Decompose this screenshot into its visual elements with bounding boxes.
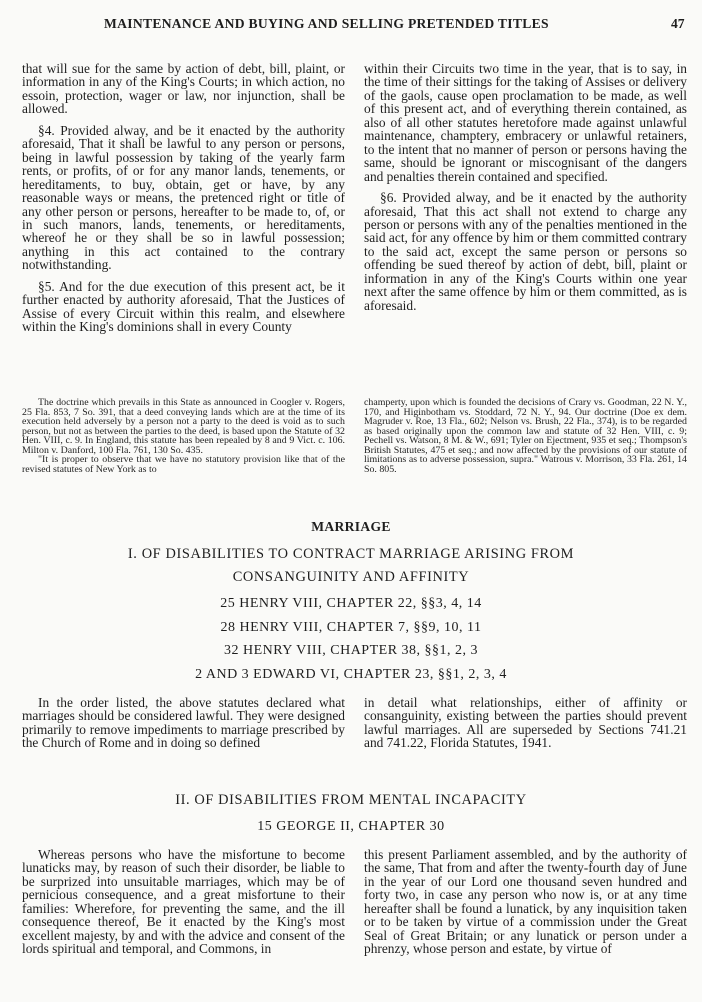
- footnote-left: [22, 398, 345, 474]
- footnote-paragraph: "It is proper to observe that we have no statutory provision like that of the revised statutes of New York as to: [22, 454, 345, 475]
- paragraph: that will sue for the same by action of debt, bill, plaint, or information in any of the King's Courts; in which action, no essoin, protection, wager or law, nor injunction, shall be allowed.: [22, 61, 345, 117]
- section-title-marriage: MARRIAGE: [311, 519, 391, 534]
- part1-heading-line2: CONSANGUINITY AND AFFINITY: [232, 569, 470, 585]
- paragraph: In the order listed, the above statutes declared what marriages should be considered lawful. They were designed primarily to remove impediments to marriage prescribed by the Church of Rome and in doing so defined: [22, 695, 345, 751]
- running-title: MAINTENANCE AND BUYING AND SELLING PRETENDED TITLES: [104, 16, 549, 31]
- statute-citation: 32 HENRY VIII, CHAPTER 38, §§1, 2, 3: [223, 643, 479, 658]
- top-column-right: [364, 62, 687, 312]
- footnote-right: [364, 398, 687, 474]
- part2-column-left: [22, 848, 345, 956]
- paragraph-section-5: §5. And for the due execution of this present act, be it further enacted by authority aforesaid, That the Justices of Assise of every Circuit within this realm, and elsewhere within the King's dominions shall in every County: [22, 278, 345, 335]
- part2-heading: II. OF DISABILITIES FROM MENTAL INCAPACITY: [175, 792, 527, 808]
- statute-citation: 28 HENRY VIII, CHAPTER 7, §§9, 10, 11: [220, 620, 482, 635]
- paragraph-section-6: §6. Provided alway, and be it enacted by the authority aforesaid, That this act shall not extend to charge any person or persons with any of the penalties mentioned in the said act, for any offence by him or them committed contrary to the said act, except the same person or persons so offending be sued thereof by action of debt, bill, plaint or information in any of the King's Courts within one year next after the same offence by him or them committed, as is aforesaid.: [364, 190, 687, 313]
- running-header: [0, 14, 702, 34]
- part1-column-left: [22, 696, 345, 750]
- page-number: 47: [671, 16, 685, 31]
- part1-column-right: [364, 696, 687, 750]
- statute-citation: 2 AND 3 EDWARD VI, CHAPTER 23, §§1, 2, 3, 4: [195, 667, 507, 682]
- part1-heading-line1: I. OF DISABILITIES TO CONTRACT MARRIAGE ARISING FROM: [127, 546, 575, 562]
- paragraph: within their Circuits two time in the year, that is to say, in the time of their sittings for the taking of Assises or delivery of the gaols, cause open proclamation to be made, as well of this present act, and of everything therein contained, as also of all other statutes heretofore made against unlawful maintenance, champtery, embracery or unlawful retainers, to the intent that no manner of person or persons having the same, should be ignorant or miscognisant of the dangers and penalties therein contained and specified.: [364, 61, 687, 184]
- part2-column-right: [364, 848, 687, 956]
- paragraph: this present Parliament assembled, and by the authority of the same, That from and after the twenty-fourth day of June in the year of our Lord one thousand seven hundred and forty two, in case any person who now is, or at any time hereafter shall be found a lunatick, by any inquisition taken or to be taken by virtue of a commission under the Great Seal of Great Britain; or any lunatick or person under a phrenzy, whose person and estate, by virtue of: [364, 847, 687, 957]
- footnote-paragraph: The doctrine which prevails in this State as announced in Coogler v. Rogers, 25 Fla. 853, 7 So. 391, that a deed conveying lands which are at the time of its execution held adversely by a person not a party to the deed is void as to such person, but not as between the parties to the deed, is based upon the Statute of 32 Hen. VIII, c. 9. In England, this statute has been repealed by 8 and 9 Vict. c. 106. Milton v. Danford, 100 Fla. 761, 130 So. 435.: [22, 397, 345, 456]
- statute-citation: 25 HENRY VIII, CHAPTER 22, §§3, 4, 14: [220, 596, 482, 611]
- part2-statute-citation: 15 GEORGE II, CHAPTER 30: [257, 819, 445, 834]
- paragraph-section-4: §4. Provided alway, and be it enacted by the authority aforesaid, That it shall be lawful to any person or persons, being in lawful possession by taking of the yearly farm rents, or profits, of or for any manor lands, tenements, or hereditaments, to buy, obtain, get or have, by any reasonable ways or means, the pretenced right or title of any other person or persons, hereafter to be made to, of, or in such manors, lands, tenements, or hereditaments, whereof he or they shall be so in lawful possession; anything in this act contained to the contrary notwithstanding.: [22, 122, 345, 273]
- paragraph: Whereas persons who have the misfortune to become lunaticks may, by reason of such their disorder, be liable to be surprized into unsuitable marriages, which may be of pernicious consequence, and a great misfortune to their families: Wherefore, for preventing the same, and the ill consequence thereof, Be it enacted by the King's most excellent majesty, by and with the advice and consent of the lords spiritual and temporal, and Commons, in: [22, 847, 345, 957]
- paragraph: in detail what relationships, either of affinity or consanguinity, existing between the parties should prevent lawful marriages. All are superseded by Sections 741.21 and 741.22, Florida Statutes, 1941.: [364, 695, 687, 751]
- top-column-left: [22, 62, 345, 334]
- footnote-paragraph: champerty, upon which is founded the decisions of Crary vs. Goodman, 22 N. Y., 170, and Higinbotham vs. Stoddard, 72 N. Y., 94. Our doctrine (Doe ex dem. Magruder v. Roe, 13 Fla., 602; Nelson vs. Brush, 22 Fla., 374), is to be regarded as based originally upon the common law and statute of 32 Hen. VIII, c. 9; Pechell vs. Watson, 8 M. & W., 691; Tyler on Ejectment, 935 et seq.; Thompson's British Statutes, 475 et seq.; and now affected by the provisions of our statute of limitations as to adverse possession, supra." Watrous v. Morrison, 33 Fla. 261, 14 So. 805.: [364, 397, 687, 475]
